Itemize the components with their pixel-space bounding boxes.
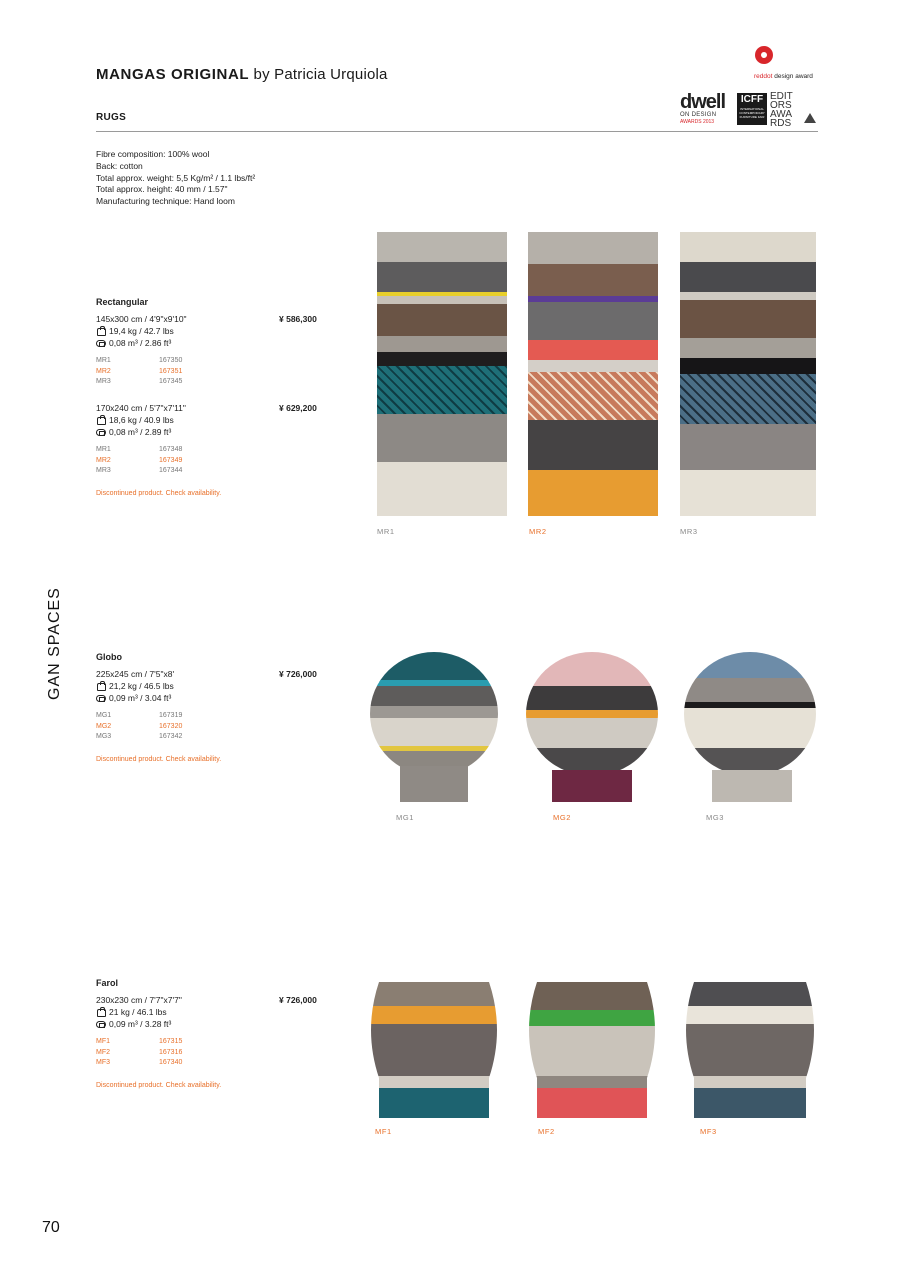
rug-image-mr2 xyxy=(528,232,658,516)
spec-line: Manufacturing technique: Hand loom xyxy=(96,196,235,207)
caption-mf2: MF2 xyxy=(538,1127,555,1136)
list-item: MR2 167351 xyxy=(96,367,183,375)
weight-icon xyxy=(97,417,106,425)
weight-icon xyxy=(97,683,106,691)
product-name: Globo xyxy=(96,652,122,662)
caption-mf1: MF1 xyxy=(375,1127,392,1136)
caption-mr2: MR2 xyxy=(529,527,547,536)
globo-product-block xyxy=(96,652,326,763)
collection-name: MANGAS ORIGINAL xyxy=(96,66,250,83)
caption-mg2: MG2 xyxy=(553,813,572,822)
rug-image-mg3 xyxy=(682,652,818,804)
product-name: Farol xyxy=(96,978,119,988)
award-triangle-icon xyxy=(804,113,816,123)
package-volume-icon xyxy=(96,695,106,702)
price: ¥ 629,200 xyxy=(279,403,317,414)
rectangular-product-block xyxy=(96,297,326,497)
spec-line: Back: cotton xyxy=(96,160,143,171)
list-item: MF3 167340 xyxy=(96,1059,183,1067)
spec-line: Fibre composition: 100% wool xyxy=(96,149,210,159)
size-label: 225x245 cm / 7'5"x8' xyxy=(96,669,175,679)
price: ¥ 726,000 xyxy=(279,669,317,679)
rug-image-mr1 xyxy=(377,232,507,516)
rug-image-mf1 xyxy=(365,978,503,1120)
rug-image-mg2 xyxy=(524,652,660,804)
fibre-specs xyxy=(96,149,255,208)
package-volume-icon xyxy=(96,429,106,436)
list-item: MG3 167342 xyxy=(96,733,183,741)
header-divider xyxy=(96,131,818,132)
list-item: MG1 167319 xyxy=(96,712,183,719)
list-item: MR1 167348 xyxy=(96,446,183,454)
size-label: 145x300 cm / 4'9"x9'10" xyxy=(96,314,187,324)
farol-product-block xyxy=(96,978,326,1089)
product-name: Rectangular xyxy=(96,297,149,307)
rug-image-mf3 xyxy=(680,978,820,1120)
volume-value: 0,08 m³ / 2.86 ft³ xyxy=(109,338,172,348)
reddot-icon xyxy=(755,46,773,64)
rug-image-mr3 xyxy=(680,232,816,516)
caption-mg1: MG1 xyxy=(396,813,415,822)
model-code-list xyxy=(96,1037,326,1069)
rug-image-mg1 xyxy=(368,652,500,804)
dwell-award-logo: dwell ON DESIGN AWARDS 2013 xyxy=(680,91,726,125)
price: ¥ 586,300 xyxy=(279,314,317,324)
size-label: 230x230 cm / 7'7"x7'7" xyxy=(96,995,182,1005)
weight-value: 21 kg / 46.1 lbs xyxy=(109,1007,167,1017)
icff-award-logo: ICFF INTERNATIONAL CONTEMPORARY FURNITURE FAIR xyxy=(737,93,767,125)
weight-value: 19,4 kg / 42.7 lbs xyxy=(109,326,174,336)
list-item: MF1 167315 xyxy=(96,1038,183,1045)
caption-mr1: MR1 xyxy=(377,527,395,536)
weight-value: 18,6 kg / 40.9 lbs xyxy=(109,415,174,426)
discontinued-notice: Discontinued product. Check availability. xyxy=(96,756,222,764)
catalog-side-label: GAN SPACES xyxy=(46,587,63,700)
discontinued-notice: Discontinued product. Check availability. xyxy=(96,490,222,498)
weight-value: 21,2 kg / 46.5 lbs xyxy=(109,681,174,691)
list-item: MR2 167349 xyxy=(96,456,183,464)
size-label: 170x240 cm / 5'7"x7'11" xyxy=(96,403,186,414)
designer-byline: by Patricia Urquiola xyxy=(249,66,388,83)
rug-image-mf2 xyxy=(523,978,661,1120)
model-code-list xyxy=(96,445,326,477)
list-item: MR3 167345 xyxy=(96,378,183,386)
model-code-list xyxy=(96,356,326,388)
list-item: MR3 167344 xyxy=(96,467,183,475)
section-label: RUGS xyxy=(96,112,127,123)
editors-awards-logo: EDIT ORS AWA RDS xyxy=(770,91,793,129)
volume-value: 0,09 m³ / 3.04 ft³ xyxy=(109,693,172,703)
list-item: MR1 167350 xyxy=(96,357,183,364)
weight-icon xyxy=(97,328,106,336)
model-code-list xyxy=(96,711,326,743)
reddot-award-logo: reddot design award xyxy=(750,46,822,86)
list-item: MF2 167316 xyxy=(96,1048,183,1056)
spec-line: Total approx. weight: 5,5 Kg/m² / 1.1 lbs/ft² xyxy=(96,172,256,183)
package-volume-icon xyxy=(96,1021,106,1028)
volume-value: 0,09 m³ / 3.28 ft³ xyxy=(109,1019,172,1029)
price: ¥ 726,000 xyxy=(279,995,317,1005)
volume-value: 0,08 m³ / 2.89 ft³ xyxy=(109,427,172,438)
caption-mf3: MF3 xyxy=(700,1127,717,1136)
page-title xyxy=(96,66,388,83)
page-number: 70 xyxy=(42,1219,60,1236)
caption-mr3: MR3 xyxy=(680,527,698,536)
weight-icon xyxy=(97,1009,106,1017)
list-item: MG2 167320 xyxy=(96,722,183,730)
caption-mg3: MG3 xyxy=(706,813,725,822)
package-volume-icon xyxy=(96,340,106,347)
spec-line: Total approx. height: 40 mm / 1.57" xyxy=(96,184,228,195)
discontinued-notice: Discontinued product. Check availability. xyxy=(96,1082,222,1090)
